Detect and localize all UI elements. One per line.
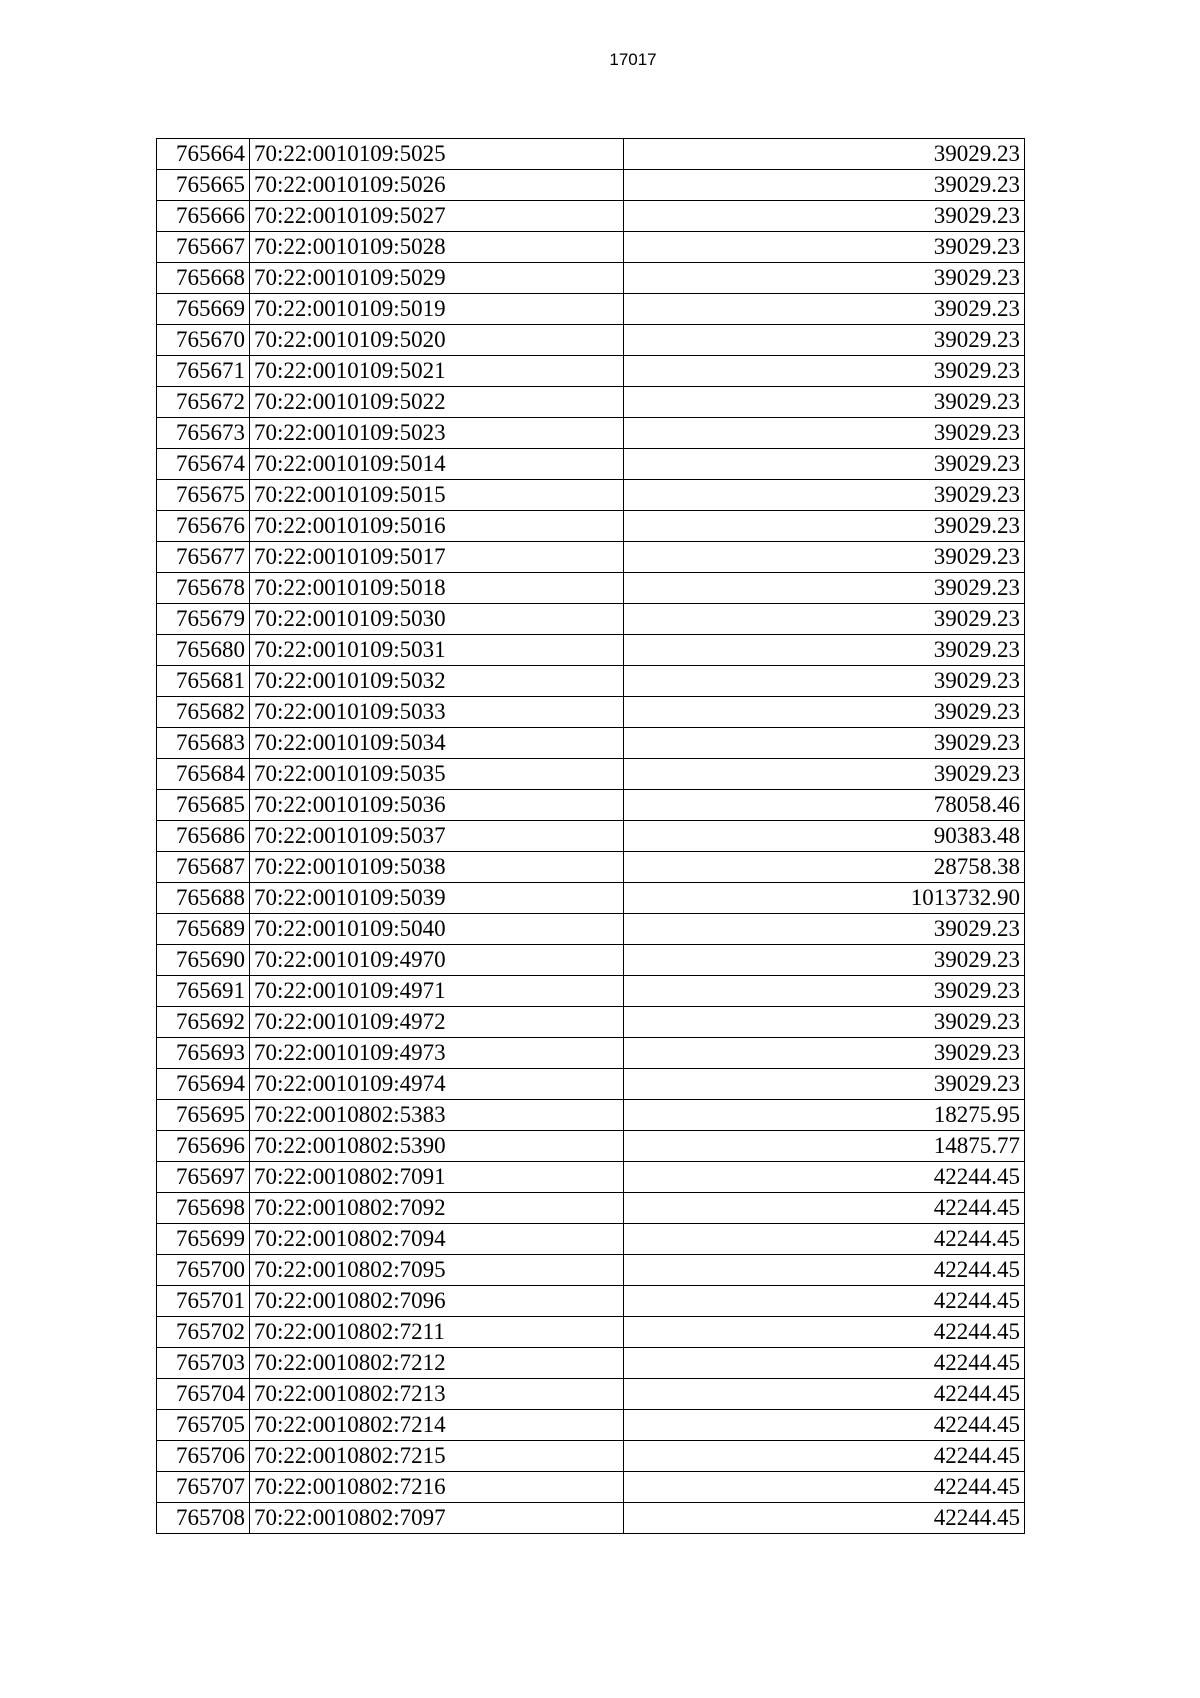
row-number-cell: 765667 (157, 232, 250, 263)
cadastral-value-table (156, 138, 1025, 1534)
row-number-cell: 765705 (157, 1410, 250, 1441)
cadastral-number-cell: 70:22:0010802:7092 (250, 1193, 624, 1224)
cadastral-number-cell: 70:22:0010109:4972 (250, 1007, 624, 1038)
cadastral-number-cell: 70:22:0010109:5033 (250, 697, 624, 728)
cadastral-number-cell: 70:22:0010109:5023 (250, 418, 624, 449)
cadastral-value-cell: 39029.23 (624, 170, 1025, 201)
table-row (157, 1286, 1025, 1317)
table-row (157, 976, 1025, 1007)
cadastral-number-cell: 70:22:0010802:7215 (250, 1441, 624, 1472)
table-row (157, 666, 1025, 697)
cadastral-number-cell: 70:22:0010109:5022 (250, 387, 624, 418)
cadastral-value-cell: 39029.23 (624, 294, 1025, 325)
row-number-cell: 765702 (157, 1317, 250, 1348)
page-number: 17017 (609, 50, 657, 69)
table-row (157, 635, 1025, 666)
table-row (157, 1131, 1025, 1162)
table-row (157, 356, 1025, 387)
cadastral-number-cell: 70:22:0010109:5029 (250, 263, 624, 294)
cadastral-number-cell: 70:22:0010109:5038 (250, 852, 624, 883)
table-row (157, 170, 1025, 201)
cadastral-value-cell: 90383.48 (624, 821, 1025, 852)
table-row (157, 821, 1025, 852)
row-number-cell: 765676 (157, 511, 250, 542)
cadastral-value-cell: 39029.23 (624, 511, 1025, 542)
cadastral-value-cell: 39029.23 (624, 759, 1025, 790)
table-row (157, 139, 1025, 170)
table-row (157, 511, 1025, 542)
cadastral-number-cell: 70:22:0010802:7214 (250, 1410, 624, 1441)
row-number-cell: 765681 (157, 666, 250, 697)
cadastral-number-cell: 70:22:0010109:5026 (250, 170, 624, 201)
table-row (157, 728, 1025, 759)
row-number-cell: 765674 (157, 449, 250, 480)
table-row (157, 945, 1025, 976)
table-row (157, 604, 1025, 635)
row-number-cell: 765682 (157, 697, 250, 728)
table-row (157, 1348, 1025, 1379)
row-number-cell: 765687 (157, 852, 250, 883)
cadastral-value-cell: 39029.23 (624, 697, 1025, 728)
table-row (157, 387, 1025, 418)
table-row (157, 759, 1025, 790)
row-number-cell: 765680 (157, 635, 250, 666)
cadastral-value-cell: 39029.23 (624, 573, 1025, 604)
cadastral-value-cell: 39029.23 (624, 1069, 1025, 1100)
table-row (157, 914, 1025, 945)
cadastral-number-cell: 70:22:0010109:5017 (250, 542, 624, 573)
row-number-cell: 765685 (157, 790, 250, 821)
cadastral-number-cell: 70:22:0010109:5016 (250, 511, 624, 542)
cadastral-value-cell: 39029.23 (624, 635, 1025, 666)
cadastral-value-cell: 39029.23 (624, 418, 1025, 449)
row-number-cell: 765706 (157, 1441, 250, 1472)
cadastral-value-cell: 39029.23 (624, 1038, 1025, 1069)
table-row (157, 883, 1025, 914)
cadastral-number-cell: 70:22:0010109:5019 (250, 294, 624, 325)
cadastral-number-cell: 70:22:0010109:5021 (250, 356, 624, 387)
row-number-cell: 765672 (157, 387, 250, 418)
cadastral-number-cell: 70:22:0010109:5018 (250, 573, 624, 604)
table-row (157, 1503, 1025, 1534)
cadastral-value-cell: 42244.45 (624, 1317, 1025, 1348)
cadastral-value-cell: 39029.23 (624, 666, 1025, 697)
cadastral-value-cell: 39029.23 (624, 356, 1025, 387)
cadastral-number-cell: 70:22:0010802:5383 (250, 1100, 624, 1131)
cadastral-value-cell: 42244.45 (624, 1162, 1025, 1193)
row-number-cell: 765695 (157, 1100, 250, 1131)
table-row (157, 1193, 1025, 1224)
cadastral-number-cell: 70:22:0010109:5039 (250, 883, 624, 914)
table-row (157, 1007, 1025, 1038)
row-number-cell: 765708 (157, 1503, 250, 1534)
row-number-cell: 765701 (157, 1286, 250, 1317)
table-row (157, 1410, 1025, 1441)
cadastral-value-cell: 39029.23 (624, 604, 1025, 635)
cadastral-number-cell: 70:22:0010109:5020 (250, 325, 624, 356)
row-number-cell: 765671 (157, 356, 250, 387)
row-number-cell: 765688 (157, 883, 250, 914)
cadastral-number-cell: 70:22:0010109:5015 (250, 480, 624, 511)
row-number-cell: 765673 (157, 418, 250, 449)
table-row (157, 852, 1025, 883)
cadastral-number-cell: 70:22:0010802:5390 (250, 1131, 624, 1162)
cadastral-number-cell: 70:22:0010109:5035 (250, 759, 624, 790)
row-number-cell: 765698 (157, 1193, 250, 1224)
cadastral-number-cell: 70:22:0010109:5025 (250, 139, 624, 170)
row-number-cell: 765664 (157, 139, 250, 170)
row-number-cell: 765700 (157, 1255, 250, 1286)
cadastral-number-cell: 70:22:0010109:5036 (250, 790, 624, 821)
table-row (157, 1100, 1025, 1131)
cadastral-value-cell: 39029.23 (624, 263, 1025, 294)
cadastral-value-cell: 39029.23 (624, 201, 1025, 232)
cadastral-number-cell: 70:22:0010109:4971 (250, 976, 624, 1007)
row-number-cell: 765697 (157, 1162, 250, 1193)
cadastral-number-cell: 70:22:0010802:7213 (250, 1379, 624, 1410)
cadastral-value-cell: 39029.23 (624, 480, 1025, 511)
cadastral-number-cell: 70:22:0010109:5030 (250, 604, 624, 635)
row-number-cell: 765684 (157, 759, 250, 790)
cadastral-number-cell: 70:22:0010802:7094 (250, 1224, 624, 1255)
cadastral-number-cell: 70:22:0010109:5037 (250, 821, 624, 852)
row-number-cell: 765691 (157, 976, 250, 1007)
row-number-cell: 765683 (157, 728, 250, 759)
table-row (157, 201, 1025, 232)
row-number-cell: 765665 (157, 170, 250, 201)
table-row (157, 1162, 1025, 1193)
table-row (157, 1038, 1025, 1069)
row-number-cell: 765686 (157, 821, 250, 852)
table-body (157, 139, 1025, 1534)
cadastral-number-cell: 70:22:0010109:5040 (250, 914, 624, 945)
cadastral-value-cell: 42244.45 (624, 1472, 1025, 1503)
cadastral-value-cell: 39029.23 (624, 232, 1025, 263)
cadastral-number-cell: 70:22:0010109:4970 (250, 945, 624, 976)
cadastral-value-cell: 28758.38 (624, 852, 1025, 883)
row-number-cell: 765669 (157, 294, 250, 325)
cadastral-value-cell: 42244.45 (624, 1503, 1025, 1534)
row-number-cell: 765666 (157, 201, 250, 232)
row-number-cell: 765689 (157, 914, 250, 945)
cadastral-value-cell: 39029.23 (624, 139, 1025, 170)
cadastral-number-cell: 70:22:0010109:4973 (250, 1038, 624, 1069)
row-number-cell: 765675 (157, 480, 250, 511)
table-row (157, 325, 1025, 356)
table-row (157, 1441, 1025, 1472)
row-number-cell: 765690 (157, 945, 250, 976)
table-row (157, 1255, 1025, 1286)
row-number-cell: 765707 (157, 1472, 250, 1503)
cadastral-number-cell: 70:22:0010802:7091 (250, 1162, 624, 1193)
cadastral-number-cell: 70:22:0010109:5032 (250, 666, 624, 697)
cadastral-value-cell: 1013732.90 (624, 883, 1025, 914)
row-number-cell: 765704 (157, 1379, 250, 1410)
table-row (157, 1472, 1025, 1503)
cadastral-number-cell: 70:22:0010802:7211 (250, 1317, 624, 1348)
table-row (157, 542, 1025, 573)
table-row (157, 449, 1025, 480)
cadastral-value-cell: 42244.45 (624, 1224, 1025, 1255)
row-number-cell: 765693 (157, 1038, 250, 1069)
table-row (157, 232, 1025, 263)
cadastral-number-cell: 70:22:0010109:5028 (250, 232, 624, 263)
table-row (157, 573, 1025, 604)
cadastral-number-cell: 70:22:0010109:4974 (250, 1069, 624, 1100)
cadastral-value-cell: 39029.23 (624, 728, 1025, 759)
table-row (157, 790, 1025, 821)
table-row (157, 1379, 1025, 1410)
table-row (157, 263, 1025, 294)
table-row (157, 697, 1025, 728)
row-number-cell: 765696 (157, 1131, 250, 1162)
row-number-cell: 765692 (157, 1007, 250, 1038)
cadastral-number-cell: 70:22:0010802:7216 (250, 1472, 624, 1503)
table-row (157, 294, 1025, 325)
row-number-cell: 765699 (157, 1224, 250, 1255)
row-number-cell: 765668 (157, 263, 250, 294)
row-number-cell: 765670 (157, 325, 250, 356)
cadastral-value-cell: 14875.77 (624, 1131, 1025, 1162)
cadastral-value-cell: 42244.45 (624, 1410, 1025, 1441)
cadastral-value-cell: 39029.23 (624, 914, 1025, 945)
cadastral-number-cell: 70:22:0010109:5014 (250, 449, 624, 480)
cadastral-value-cell: 39029.23 (624, 449, 1025, 480)
cadastral-number-cell: 70:22:0010109:5027 (250, 201, 624, 232)
cadastral-value-cell: 39029.23 (624, 325, 1025, 356)
cadastral-value-cell: 39029.23 (624, 976, 1025, 1007)
cadastral-number-cell: 70:22:0010802:7095 (250, 1255, 624, 1286)
table-row (157, 1224, 1025, 1255)
cadastral-number-cell: 70:22:0010109:5031 (250, 635, 624, 666)
row-number-cell: 765694 (157, 1069, 250, 1100)
table-row (157, 418, 1025, 449)
cadastral-value-cell: 42244.45 (624, 1379, 1025, 1410)
table-row (157, 1069, 1025, 1100)
cadastral-value-cell: 18275.95 (624, 1100, 1025, 1131)
cadastral-value-cell: 78058.46 (624, 790, 1025, 821)
cadastral-value-cell: 39029.23 (624, 1007, 1025, 1038)
cadastral-value-cell: 42244.45 (624, 1193, 1025, 1224)
cadastral-number-cell: 70:22:0010109:5034 (250, 728, 624, 759)
cadastral-number-cell: 70:22:0010802:7212 (250, 1348, 624, 1379)
cadastral-number-cell: 70:22:0010802:7096 (250, 1286, 624, 1317)
row-number-cell: 765679 (157, 604, 250, 635)
cadastral-value-cell: 42244.45 (624, 1286, 1025, 1317)
cadastral-number-cell: 70:22:0010802:7097 (250, 1503, 624, 1534)
cadastral-value-cell: 39029.23 (624, 945, 1025, 976)
row-number-cell: 765678 (157, 573, 250, 604)
cadastral-value-cell: 42244.45 (624, 1348, 1025, 1379)
cadastral-value-cell: 42244.45 (624, 1441, 1025, 1472)
row-number-cell: 765677 (157, 542, 250, 573)
table-row (157, 480, 1025, 511)
cadastral-value-cell: 42244.45 (624, 1255, 1025, 1286)
row-number-cell: 765703 (157, 1348, 250, 1379)
cadastral-value-cell: 39029.23 (624, 387, 1025, 418)
cadastral-value-cell: 39029.23 (624, 542, 1025, 573)
table-row (157, 1317, 1025, 1348)
